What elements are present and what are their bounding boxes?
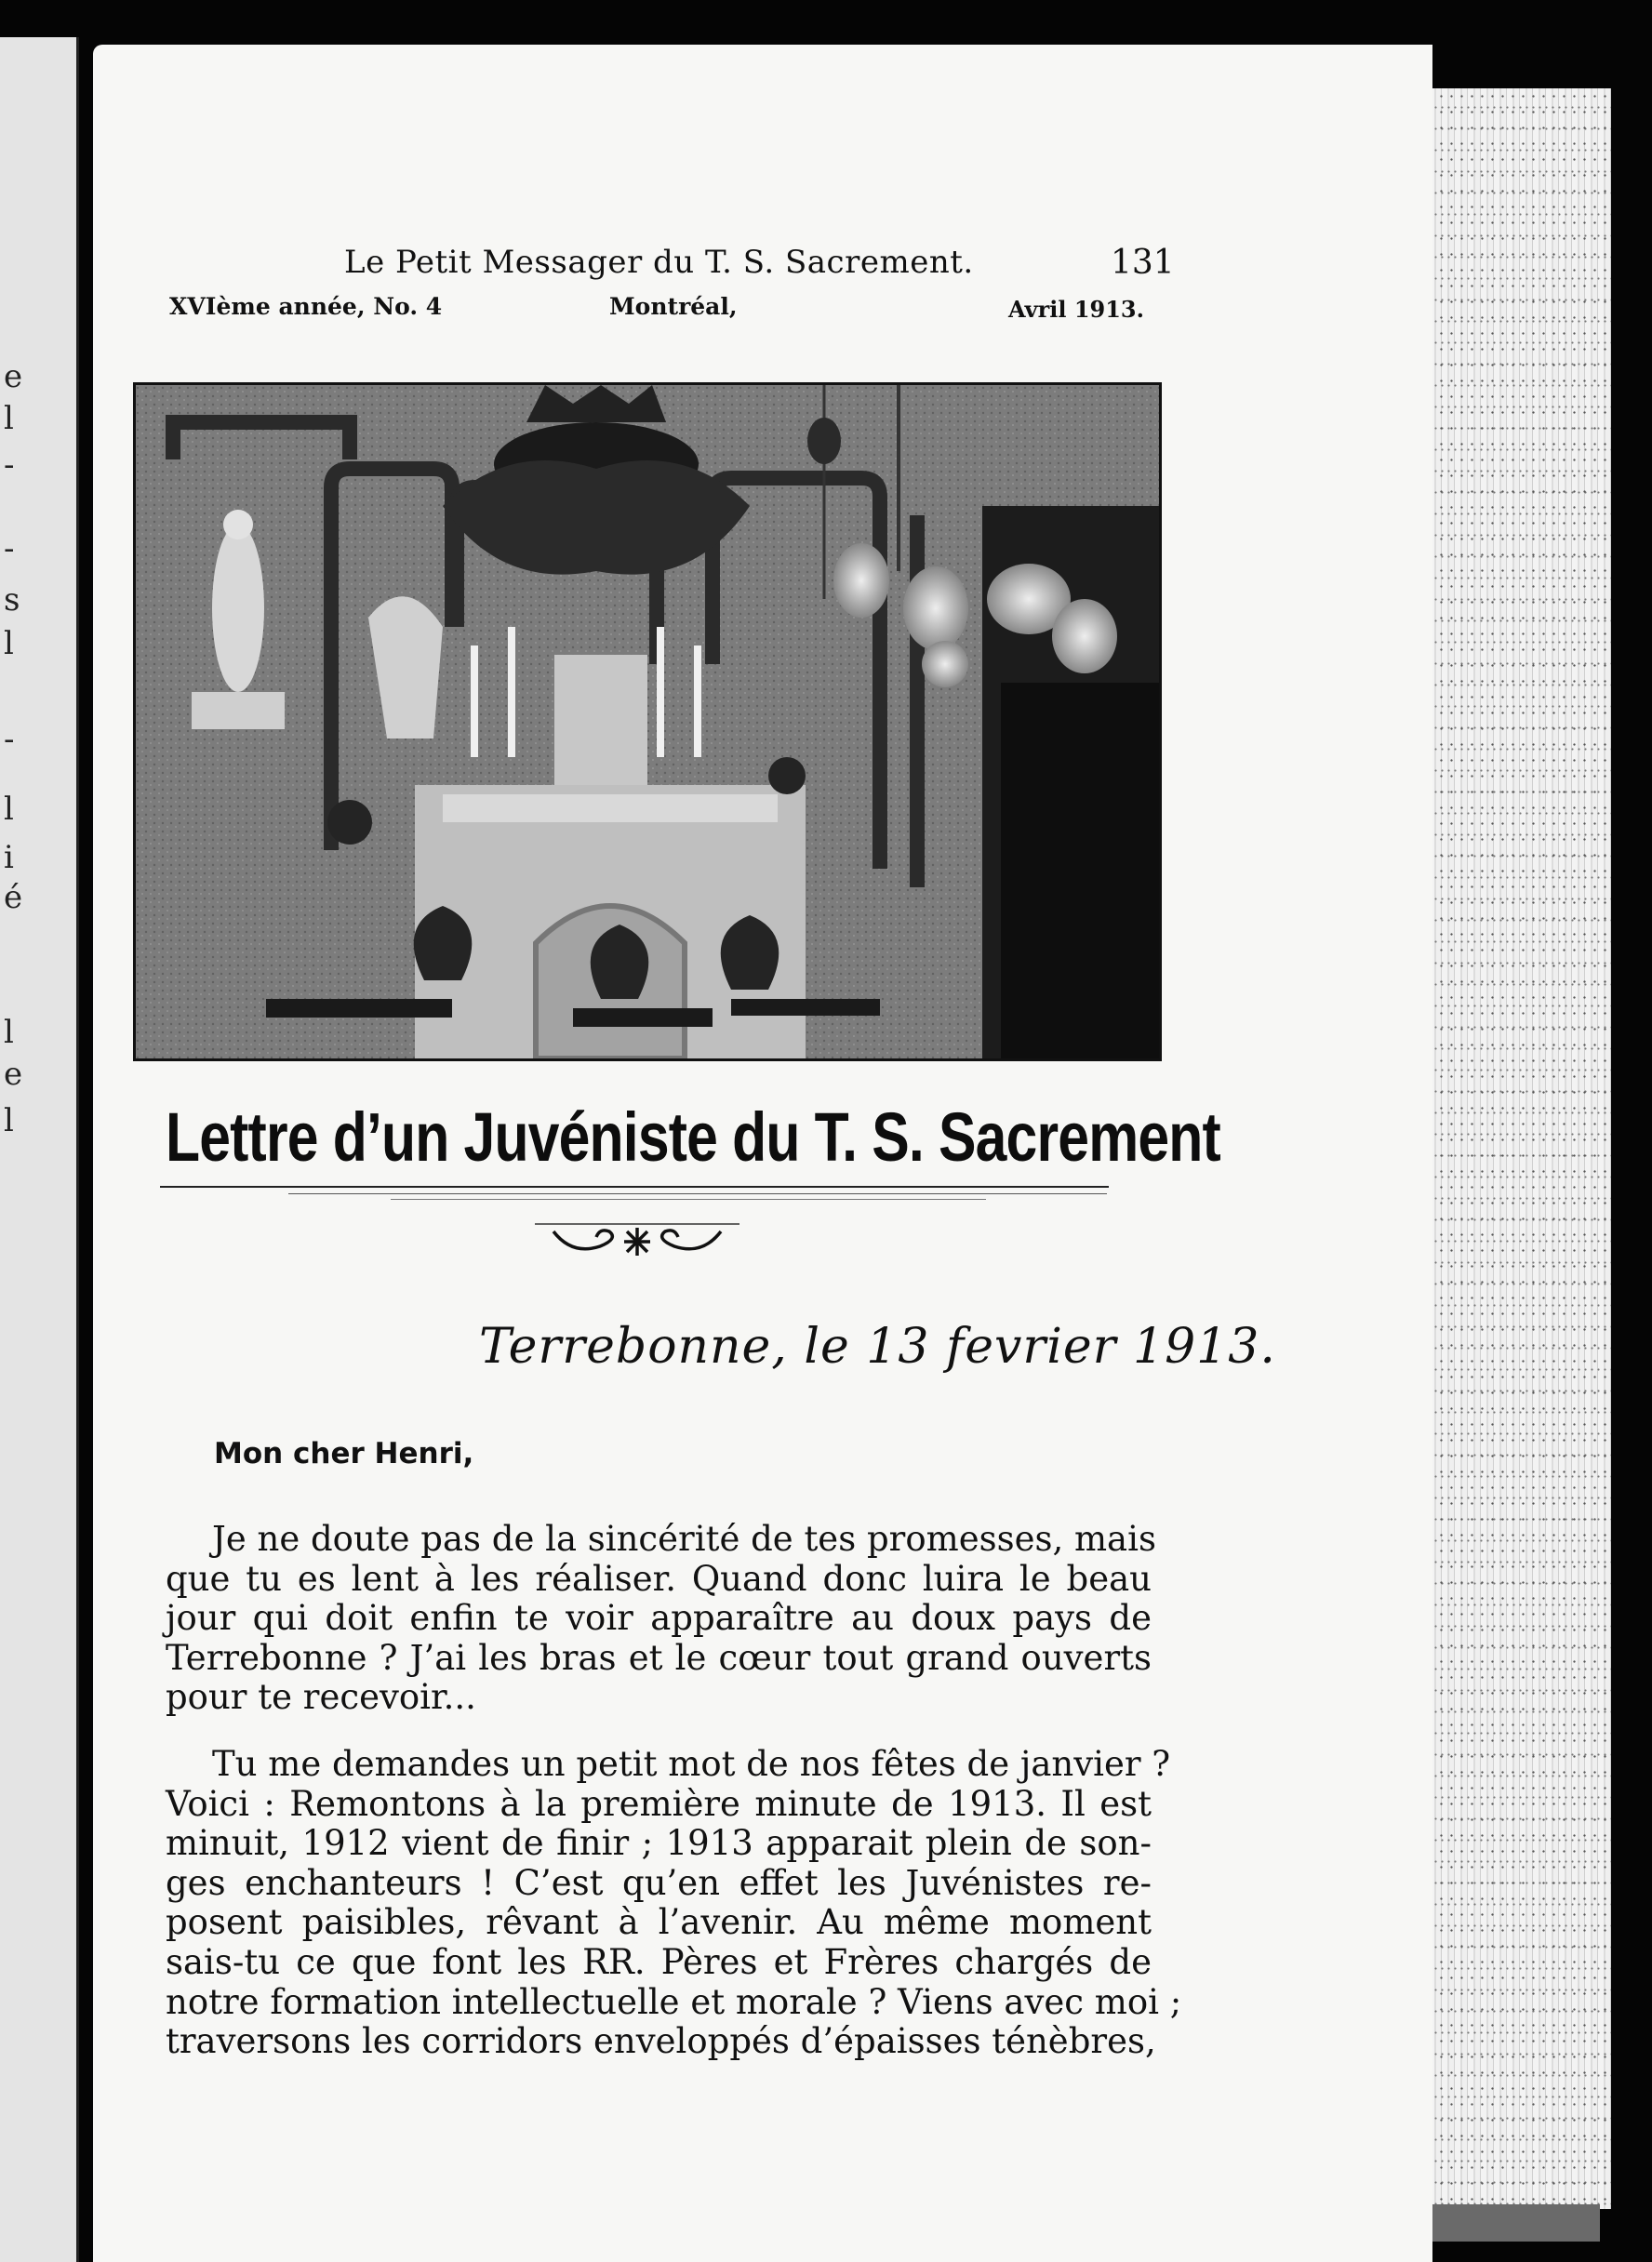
- headline-rule: [288, 1193, 1107, 1194]
- text-line: Tu me demandes un petit mot de nos fêtes de janvier ?: [212, 1744, 1171, 1784]
- text-line: traversons les corridors enveloppés d’épaisses ténèbres,: [166, 2021, 1156, 2062]
- text-line: ges enchanteurs ! C’est qu’en effet les Juvénistes re-: [166, 1862, 1152, 1903]
- altar-photo-image: [136, 385, 1159, 1058]
- letter-dateline: Terrebonne, le 13 fevrier 1913.: [479, 1319, 1276, 1375]
- left-page-fragment: -: [4, 446, 15, 484]
- letter-salutation: Mon cher Henri,: [214, 1437, 474, 1470]
- left-page-fragment: e: [4, 358, 23, 395]
- paragraph-2: [166, 1744, 1182, 2062]
- paragraph-1: [166, 1519, 1156, 1718]
- left-page-fragment: s: [4, 581, 20, 619]
- text-line: posent paisibles, rêvant à l’avenir. Au même moment: [166, 1902, 1152, 1943]
- left-page-fragment: l: [4, 1102, 14, 1139]
- text-line: pour te recevoir...: [166, 1677, 476, 1718]
- headline-rule: [391, 1199, 986, 1200]
- issue-label: XVIème année, No. 4: [169, 293, 443, 320]
- text-line: Terrebonne ? J’ai les bras et le cœur tout grand ouverts: [166, 1637, 1152, 1678]
- left-page-fragment: -: [4, 530, 15, 567]
- adjacent-page-sliver: [0, 37, 79, 2262]
- book-page-edges: [1414, 88, 1611, 2209]
- running-title: Le Petit Messager du T. S. Sacrement.: [344, 244, 974, 281]
- left-page-fragment: i: [4, 839, 14, 876]
- left-page-fragment: l: [4, 791, 14, 828]
- text-line: Je ne doute pas de la sincérité de tes promesses, mais: [212, 1519, 1156, 1559]
- city-label: Montréal,: [609, 293, 738, 320]
- left-page-fragment: é: [4, 879, 23, 916]
- issue-date: Avril 1913.: [1008, 296, 1144, 323]
- left-page-fragment: l: [4, 400, 14, 437]
- text-line: jour qui doit enfin te voir apparaître au doux pays de: [166, 1598, 1152, 1639]
- left-page-fragment: -: [4, 721, 15, 758]
- book-edge-shadow: [1432, 2204, 1600, 2242]
- text-line: Voici : Remontons à la première minute de 1913. Il est: [166, 1783, 1152, 1824]
- left-page-fragment: e: [4, 1056, 23, 1093]
- text-line: minuit, 1912 vient de finir ; 1913 apparait plein de son-: [166, 1823, 1152, 1864]
- text-line: notre formation intellectuelle et morale ? Viens avec moi ;: [166, 1981, 1182, 2022]
- headline-rule: [160, 1186, 1109, 1188]
- chapel-altar-photograph: [133, 382, 1162, 1061]
- text-line: que tu es lent à les réaliser. Quand donc luira le beau: [166, 1558, 1152, 1599]
- article-headline: Lettre d’un Juvéniste du T. S. Sacrement: [166, 1098, 1220, 1176]
- text-line: sais-tu ce que font les RR. Pères et Frères chargés de: [166, 1941, 1152, 1982]
- decorative-flourish-icon: [535, 1218, 739, 1261]
- left-page-fragment: l: [4, 1014, 14, 1051]
- left-page-fragment: l: [4, 625, 14, 662]
- page-number: 131: [1111, 244, 1175, 282]
